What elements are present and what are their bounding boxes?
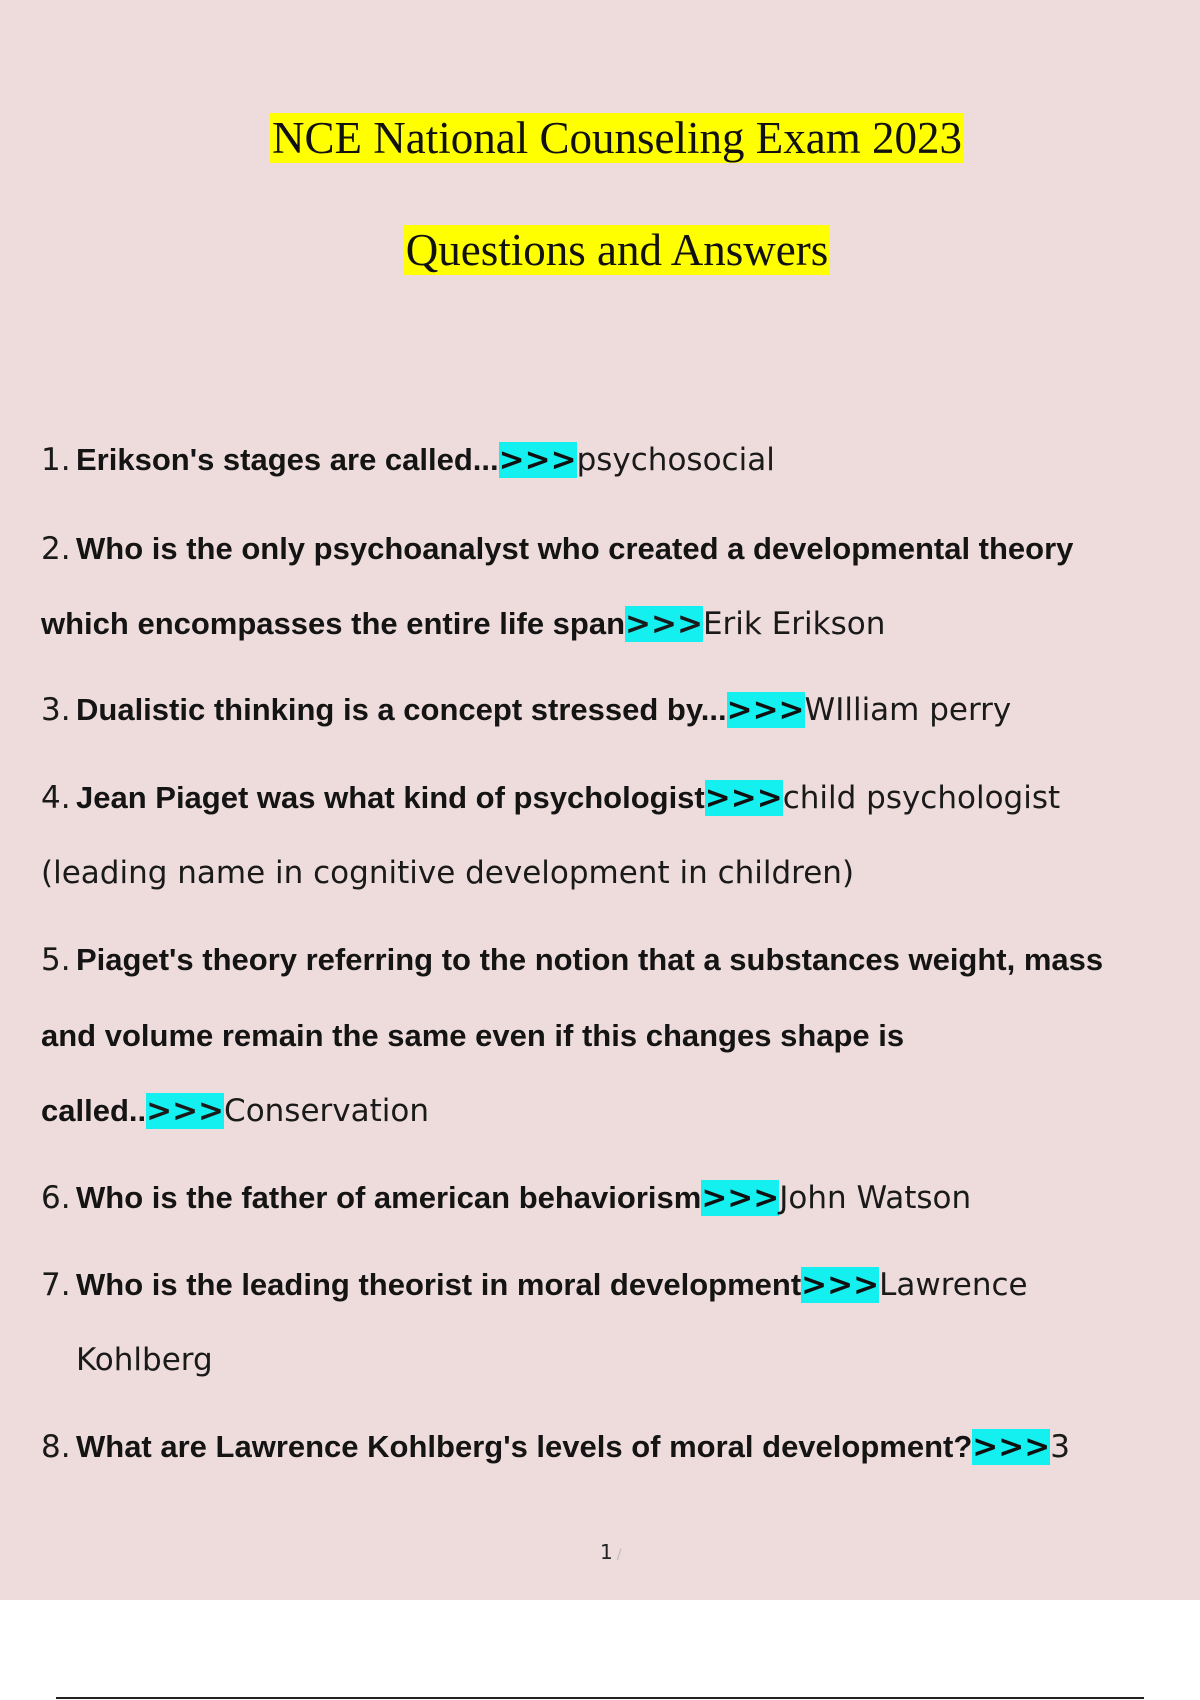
question-7 (41, 1266, 1028, 1304)
answer-text: (leading name in cognitive development in children) (41, 855, 855, 891)
answer-separator: >>> (704, 780, 783, 816)
question-text: and volume remain the same even if this changes shape is (41, 1018, 905, 1053)
answer-text: Kohlberg (76, 1342, 213, 1378)
answer-separator: >>> (701, 1180, 780, 1216)
question-8 (41, 1428, 1070, 1466)
title-line-2-text: Questions and Answers (405, 225, 829, 275)
answer-separator: >>> (801, 1267, 880, 1303)
answer-separator: >>> (972, 1429, 1051, 1465)
answer-text: 3 (1050, 1429, 1070, 1465)
answer-text: child psychologist (782, 780, 1061, 816)
question-4-answer-continued (41, 854, 854, 892)
question-text: which encompasses the entire life span (41, 606, 626, 641)
answer-text: Conservation (224, 1093, 429, 1129)
question-text: Piaget's theory referring to the notion that a substances weight, mass (76, 942, 1104, 977)
question-5-continued-2 (41, 1092, 429, 1130)
question-text: Who is the leading theorist in moral development (76, 1267, 802, 1302)
page-number (600, 1540, 621, 1564)
question-1 (41, 441, 775, 479)
question-3 (41, 691, 1011, 729)
question-number: 3. (41, 692, 71, 728)
question-text: What are Lawrence Kohlberg's levels of moral development? (76, 1429, 973, 1464)
document-title-line-1 (0, 110, 1200, 166)
answer-separator: >>> (498, 442, 577, 478)
question-text: Jean Piaget was what kind of psychologist (76, 780, 705, 815)
question-5 (41, 941, 1103, 979)
question-4 (41, 779, 1060, 817)
title-line-1-text: NCE National Counseling Exam 2023 (272, 113, 962, 163)
answer-text: WIlliam perry (804, 692, 1012, 728)
footer-divider (56, 1697, 1144, 1699)
question-5-continued-1 (41, 1017, 904, 1055)
document-title-line-2 (0, 222, 1200, 278)
question-text: called.. (41, 1093, 147, 1128)
answer-separator: >>> (146, 1093, 225, 1129)
page-number-value: 1 (600, 1540, 613, 1564)
question-number: 8. (41, 1429, 71, 1465)
question-text: Who is the father of american behaviorism (76, 1180, 702, 1215)
question-number: 7. (41, 1267, 71, 1303)
answer-text: psychosocial (576, 442, 775, 478)
question-text: Dualistic thinking is a concept stressed by... (76, 692, 727, 727)
question-text: Who is the only psychoanalyst who created a developmental theory (76, 531, 1074, 566)
question-number: 4. (41, 780, 71, 816)
answer-text: John Watson (779, 1180, 972, 1216)
answer-separator: >>> (625, 606, 703, 642)
answer-separator: >>> (726, 692, 805, 728)
question-6 (41, 1179, 971, 1217)
answer-text: Lawrence (879, 1267, 1028, 1303)
question-text: Erikson's stages are called... (76, 442, 499, 477)
page-number-slash: / (616, 1547, 622, 1563)
question-2 (41, 530, 1073, 568)
question-number: 6. (41, 1180, 71, 1216)
question-2-continued (41, 605, 885, 643)
answer-text: Erik Erikson (702, 606, 886, 642)
question-number: 5. (41, 942, 71, 978)
question-number: 2. (41, 531, 71, 567)
question-7-answer-continued (76, 1341, 213, 1379)
question-number: 1. (41, 442, 71, 478)
